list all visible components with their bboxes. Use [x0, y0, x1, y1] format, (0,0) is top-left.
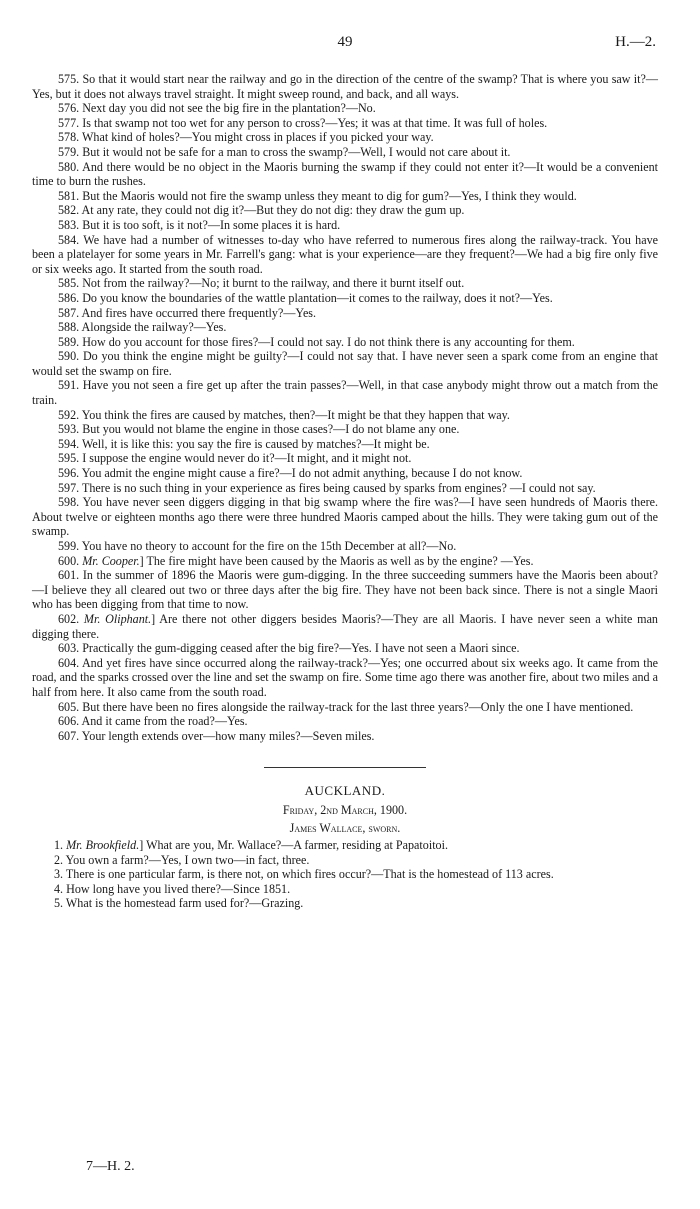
question-number: 593.	[58, 422, 80, 437]
question-number: 577.	[58, 115, 80, 130]
testimony-text: Have you not seen a fire get up after the train passes?—Well, in that case anybody might throw out a match from the train.	[32, 378, 658, 408]
testimony-paragraph	[32, 853, 658, 868]
testimony-text: At any rate, they could not dig it?—But they do not dig: they draw the gum up.	[81, 203, 465, 218]
speaker-name: Mr. Cooper.	[82, 553, 140, 568]
question-number: 595.	[58, 451, 80, 466]
testimony-paragraph	[32, 451, 658, 466]
question-number: 582.	[58, 203, 80, 218]
testimony-paragraph	[32, 101, 658, 116]
testimony-paragraph	[32, 408, 658, 423]
question-number: 586.	[58, 290, 80, 305]
testimony-text: And it came from the road?—Yes.	[81, 714, 248, 729]
question-number: 585.	[58, 276, 80, 291]
testimony-paragraph	[32, 539, 658, 554]
testimony-text: What is the homestead farm used for?—Grazing.	[65, 896, 304, 911]
testimony-paragraph	[32, 276, 658, 291]
testimony-paragraph	[32, 378, 658, 407]
speaker-name: Mr. Oliphant.	[83, 611, 152, 626]
testimony-text: How do you account for those fires?—I could not say. I do not think there is any accounting for them.	[82, 334, 575, 349]
footer-reference: 7—H. 2.	[86, 1159, 135, 1174]
testimony-paragraph	[32, 320, 658, 335]
question-number: 584.	[58, 232, 80, 247]
testimony-paragraph	[32, 481, 658, 496]
testimony-paragraph	[32, 218, 658, 233]
question-number: 588.	[58, 320, 80, 335]
testimony-paragraph	[32, 495, 658, 539]
testimony-paragraph	[32, 656, 658, 700]
testimony-text: And yet fires have since occurred along the railway-track?—Yes; one occurred about six weeks ago. It came from the road, and the sparks crossed over the line and set the swamp on fire. Some time ago there was another fire, about two miles and a half from here. It also came from the south road.	[32, 655, 658, 699]
testimony-text: There is no such thing in your experience as fires being caused by sparks from engines? —I could not say.	[81, 480, 596, 495]
testimony-paragraph	[32, 72, 658, 101]
question-number: 594.	[58, 436, 80, 451]
question-number: 3.	[54, 867, 64, 882]
testimony-paragraph	[32, 882, 658, 897]
testimony-list	[32, 72, 658, 743]
testimony-paragraph: 600. Mr. Cooper.] The fire might have been caused by the Maoris as well as by the engine? —Yes.	[58, 553, 534, 568]
testimony-paragraph	[32, 306, 658, 321]
testimony-paragraph	[32, 203, 658, 218]
testimony-text: But there have been no fires alongside the railway-track for the last three years?—Only the one I have mentioned.	[82, 699, 634, 714]
question-number: 599.	[58, 539, 80, 553]
question-number: 583.	[58, 217, 80, 232]
testimony-text: Practically the gum-digging ceased after the big fire?—Yes. I have not seen a Maori since.	[82, 641, 520, 656]
testimony-text: And fires have occurred there frequently?—Yes.	[81, 305, 317, 320]
question-number: 597.	[58, 480, 80, 495]
section-witness: James Wallace, sworn.	[289, 820, 401, 835]
testimony-paragraph	[32, 291, 658, 306]
testimony-paragraph	[32, 335, 658, 350]
testimony-text: What are you, Mr. Wallace?—A farmer, residing at Papatoitoi.	[146, 838, 448, 853]
testimony-paragraph	[32, 700, 658, 715]
testimony-text: The fire might have been caused by the Maoris as well as by the engine? —Yes.	[146, 553, 534, 568]
testimony-text: And there would be no object in the Maoris burning the swamp if they could not enter it?—It would be a convenient time to burn the rushes.	[32, 159, 659, 189]
question-number: 596.	[58, 466, 80, 481]
question-number: 587.	[58, 305, 80, 320]
testimony-paragraph	[32, 160, 658, 189]
testimony-text: We have had a number of witnesses to-day who have referred to numerous fires along the railway-track. You have been a platelayer for some years in Mr. Farrell's gang: what is your experience—are they frequent?—We had a big fire only five or six weeks ago. It started from the south road.	[32, 232, 659, 276]
question-number: 598.	[58, 495, 80, 510]
testimony-paragraph	[32, 568, 658, 612]
testimony-paragraph	[32, 714, 658, 729]
question-number: 601.	[58, 568, 80, 583]
testimony-paragraph	[32, 349, 658, 378]
section-place: AUCKLAND.	[304, 783, 386, 799]
page-header	[34, 34, 656, 56]
question-number: 607.	[58, 728, 80, 743]
question-number: 580.	[58, 159, 80, 174]
testimony-text: I suppose the engine would never do it?—It might, and it might not.	[82, 451, 412, 466]
section-date: Friday, 2nd March, 1900.	[282, 802, 408, 817]
question-number: 576.	[58, 101, 80, 116]
testimony-text: Alongside the railway?—Yes.	[81, 320, 227, 335]
question-number: 4.	[54, 881, 64, 896]
testimony-text: Next day you did not see the big fire in the plantation?—No.	[82, 101, 376, 116]
section-divider	[264, 767, 426, 768]
testimony-text: So that it would start near the railway and go in the direction of the centre of the swamp? That is where you saw it?—Yes, but it does not always travel straight. It might sweep round, and back, and all ways.	[32, 72, 658, 101]
question-number: 1.	[54, 838, 64, 853]
testimony-paragraph	[32, 466, 658, 481]
question-number: 575.	[58, 72, 80, 86]
question-number: 591.	[58, 378, 80, 393]
paper-reference: H.—2.	[615, 34, 656, 50]
question-number: 578.	[58, 130, 80, 145]
testimony-paragraph	[32, 896, 658, 911]
testimony-text: Is that swamp not too wet for any person to cross?—Yes; it was at that time. It was full of holes.	[82, 115, 548, 130]
testimony-list-2	[32, 838, 658, 911]
testimony-paragraph: 602. Mr. Oliphant.] Are there not other diggers besides Maoris?—They are all Maoris. I have never seen a white man digging there.	[32, 611, 658, 641]
testimony-text: But the Maoris would not fire the swamp unless they meant to dig for gum?—Yes, I think they would.	[82, 188, 577, 203]
question-number: 592.	[58, 407, 80, 422]
testimony-text: Not from the railway?—No; it burnt to the railway, and there it burnt itself out.	[82, 276, 465, 291]
speaker-name: Mr. Brookfield.	[66, 838, 140, 853]
testimony-text: You have never seen diggers digging in that big swamp where the fire was?—I have seen hundreds of Maoris there. About twelve or eighteen months ago there were three hundred Maoris camped about the hills. They were taking gum out of the swamp.	[32, 495, 658, 539]
testimony-text: Your length extends over—how many miles?—Seven miles.	[81, 728, 375, 743]
testimony-text: In the summer of 1896 the Maoris were gum-digging. In the three succeeding summers have the Maoris been about?—I believe they all cleared out two or three days after the big fire. They have not been back since. There is not a single Maori who has been digging from that time to now.	[32, 568, 658, 612]
question-number: 581.	[58, 188, 80, 203]
question-number: 603.	[58, 641, 80, 656]
testimony-paragraph	[32, 233, 658, 277]
testimony-text: But it is too soft, is it not?—In some places it is hard.	[82, 217, 341, 232]
testimony-paragraph	[32, 130, 658, 145]
testimony-paragraph	[32, 189, 658, 204]
question-number: 579.	[58, 144, 80, 159]
testimony-paragraph	[32, 867, 658, 882]
testimony-text: You have no theory to account for the fire on the 15th December at all?—No.	[81, 539, 457, 553]
testimony-paragraph	[32, 145, 658, 160]
question-number: 589.	[58, 334, 80, 349]
testimony-text: But it would not be safe for a man to cross the swamp?—Well, I would not care about it.	[82, 144, 511, 159]
testimony-paragraph	[32, 729, 658, 744]
testimony-text: Are there not other diggers besides Maoris?—They are all Maoris. I have never seen a white man digging there.	[32, 611, 658, 641]
question-number: 5.	[54, 896, 64, 911]
testimony-paragraph	[32, 116, 658, 131]
testimony-text: Do you think the engine might be guilty?—I could not say that. I have never seen a spark come from an engine that would set the swamp on fire.	[32, 349, 658, 378]
testimony-paragraph	[32, 422, 658, 437]
testimony-text: But you would not blame the engine in those cases?—I do not blame any one.	[82, 422, 460, 437]
question-number: 606.	[58, 714, 80, 729]
testimony-text: There is one particular farm, is there not, on which fires occur?—That is the homestead of 113 acres.	[65, 867, 554, 882]
question-number: 600.	[58, 553, 80, 568]
question-number: 605.	[58, 699, 80, 714]
testimony-paragraph	[32, 641, 658, 656]
testimony-paragraph: 1. Mr. Brookfield.] What are you, Mr. Wallace?—A farmer, residing at Papatoitoi.	[54, 838, 448, 853]
question-number: 2.	[54, 852, 64, 867]
page-number: 49	[337, 34, 353, 50]
document-body	[32, 72, 658, 911]
testimony-paragraph	[32, 437, 658, 452]
testimony-text: Do you know the boundaries of the wattle plantation—it comes to the railway, does it not?—Yes.	[82, 290, 553, 305]
question-number: 604.	[58, 655, 80, 670]
question-number: 602.	[58, 611, 80, 626]
testimony-text: What kind of holes?—You might cross in places if you picked your way.	[81, 130, 434, 145]
question-number: 590.	[58, 349, 80, 364]
testimony-text: You admit the engine might cause a fire?—I do not admit anything, because I do not know.	[81, 466, 523, 481]
testimony-text: You think the fires are caused by matches, then?—It might be that they happen that way.	[81, 407, 510, 422]
testimony-text: How long have you lived there?—Since 1851.	[66, 881, 291, 896]
testimony-text: You own a farm?—Yes, I own two—in fact, three.	[65, 852, 310, 867]
testimony-text: Well, it is like this: you say the fire is caused by matches?—It might be.	[81, 436, 430, 451]
